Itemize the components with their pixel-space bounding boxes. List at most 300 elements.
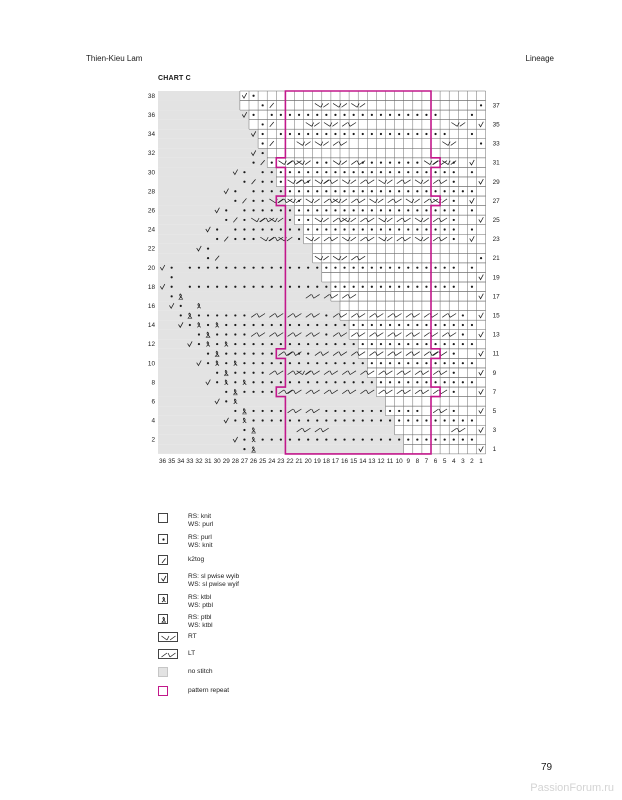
p-stitch-r14-c24 [271, 324, 273, 326]
p-stitch-r12-c30 [216, 343, 218, 345]
column-number-2: 2 [470, 457, 474, 465]
p-stitch-r37-c25 [262, 104, 264, 106]
legend-text [188, 668, 213, 676]
no-stitch-cell-row-3 [158, 425, 395, 435]
p-stitch-r10-c25 [262, 362, 264, 364]
p-stitch-r10-c9 [407, 362, 409, 364]
row-number-right-17: 17 [492, 293, 500, 301]
p-stitch-r8-c4 [453, 381, 455, 383]
cross-line [333, 161, 339, 165]
p-stitch-r14-c18 [325, 324, 327, 326]
sl-stitch-r9-c1 [479, 370, 484, 375]
p-stitch-r14-c23 [280, 324, 282, 326]
p-stitch-r7-c25 [262, 391, 264, 393]
p-stitch-r15-c32 [198, 314, 200, 316]
p-stitch-r10-c17 [334, 362, 336, 364]
row-number-left-16: 16 [147, 302, 155, 310]
p-stitch-r10-c18 [325, 362, 327, 364]
p-stitch-r20-c24 [271, 267, 273, 269]
cross-line [433, 180, 438, 184]
sl-stitch-r3-c1 [479, 427, 484, 432]
nostitch-icon [158, 667, 168, 677]
row-number-right-27: 27 [492, 197, 500, 205]
p-stitch-r18-c33 [189, 286, 191, 288]
cross-line [306, 123, 312, 127]
ktbl-glyph [162, 597, 166, 602]
p-stitch-r8-c28 [234, 381, 236, 383]
cross-line [359, 352, 365, 356]
cross-line [377, 333, 383, 337]
p-stitch-r14-c11 [389, 324, 391, 326]
p-stitch-r4-c6 [434, 419, 436, 421]
p-stitch-r31-c19 [316, 162, 318, 164]
p-stitch-r15-c3 [462, 314, 464, 316]
ktbl-icon [158, 594, 168, 604]
cross-line [315, 142, 321, 146]
column-number-4: 4 [451, 457, 456, 465]
cross-line [415, 180, 421, 184]
p-stitch-r20-c5 [444, 267, 446, 269]
p-stitch-r36-c15 [353, 114, 355, 116]
p-stitch-r4-c19 [316, 419, 318, 421]
column-number-6: 6 [433, 457, 438, 465]
cross-line [359, 256, 365, 260]
p-stitch-r28-c19 [316, 190, 318, 192]
p-stitch-r26-c8 [416, 209, 418, 211]
p-stitch-r26-c16 [343, 209, 345, 211]
legend-text [188, 614, 213, 630]
k2tog-icon [158, 555, 168, 565]
column-number-34: 34 [177, 457, 185, 465]
ptbl-glyph [162, 617, 166, 622]
p-stitch-r11-c20 [307, 353, 309, 355]
p-stitch-r26-c11 [389, 209, 391, 211]
p-stitch-r14-c9 [407, 324, 409, 326]
p-stitch-r14-c22 [289, 324, 291, 326]
column-number-9: 9 [406, 457, 411, 465]
column-number-33: 33 [186, 457, 194, 465]
p-stitch-r8-c10 [398, 381, 400, 383]
cross-line [387, 237, 392, 241]
p-stitch-r10-c12 [380, 362, 382, 364]
p-stitch-r15-c29 [225, 314, 227, 316]
p-stitch-r24-c12 [380, 228, 382, 230]
cross-line [333, 256, 339, 260]
sl-icon [158, 573, 168, 583]
no-stitch-cell-row-30 [158, 167, 276, 177]
cross-line [396, 333, 402, 337]
p-stitch-r26-c2 [471, 209, 473, 211]
p-stitch-r20-c22 [289, 267, 291, 269]
p-stitch-r10-c2 [471, 362, 473, 364]
p-stitch-r18-c28 [234, 286, 236, 288]
p-stitch-r14-c14 [362, 324, 364, 326]
p-stitch-r14-c13 [371, 324, 373, 326]
p-stitch-r2-c17 [334, 438, 336, 440]
legend-line: RT [188, 633, 197, 640]
cross-line [333, 142, 338, 146]
p-stitch-r23-c27 [243, 238, 245, 240]
p-stitch-r28-c2 [471, 190, 473, 192]
p-stitch-r25-c20 [307, 219, 309, 221]
cross-line [369, 333, 374, 337]
p-stitch-r2-c15 [353, 438, 355, 440]
cross-line [406, 352, 411, 356]
cross-line [359, 314, 365, 318]
p-stitch-r30-c25 [262, 171, 264, 173]
p-stitch-r5-c10 [398, 410, 400, 412]
cross-line [441, 352, 447, 356]
p-stitch-r29-c20 [307, 181, 309, 183]
p-stitch-r20-c14 [362, 267, 364, 269]
p-stitch-r14-c6 [434, 324, 436, 326]
p-stitch-r12-c28 [234, 343, 236, 345]
p-stitch-r18-c22 [289, 286, 291, 288]
p-stitch-r26-c19 [316, 209, 318, 211]
p-stitch-r10-c8 [416, 362, 418, 364]
p-stitch-r18-c2 [471, 286, 473, 288]
column-number-18: 18 [322, 457, 330, 465]
p-stitch-r7-c4 [453, 391, 455, 393]
row-number-left-8: 8 [151, 379, 155, 387]
page-number: 79 [541, 762, 553, 773]
column-number-11: 11 [386, 457, 394, 465]
p-stitch-r14-c7 [425, 324, 427, 326]
cross-line [387, 371, 393, 375]
no-stitch-cell-row-28 [158, 187, 285, 197]
p-stitch-r10-c13 [371, 362, 373, 364]
p-stitch-r30-c16 [343, 171, 345, 173]
cross-line [360, 180, 365, 184]
column-numbers [159, 458, 483, 465]
p-stitch-r2-c3 [462, 438, 464, 440]
cross-line [351, 161, 356, 165]
p-stitch-r12-c2 [471, 343, 473, 345]
cross-line [333, 103, 339, 107]
cross-line [423, 371, 429, 375]
cross-line [379, 218, 385, 222]
p-stitch-r20-c30 [216, 267, 218, 269]
p-stitch-r20-c29 [225, 267, 227, 269]
p-stitch-r20-c15 [353, 267, 355, 269]
legend-line: k2tog [188, 556, 205, 563]
sl-stitch-r23-c2 [470, 236, 475, 241]
p-stitch-r12-c3 [462, 343, 464, 345]
p-stitch-r4-c12 [380, 419, 382, 421]
cross-line [405, 371, 411, 375]
cross-line [369, 314, 374, 318]
knit-icon [158, 513, 168, 523]
p-stitch-r30-c15 [353, 171, 355, 173]
p-stitch-r28-c15 [353, 190, 355, 192]
cross-line [414, 333, 420, 337]
p-stitch-r5-c24 [271, 410, 273, 412]
row-number-left-26: 26 [147, 207, 155, 215]
no-stitch-cell-row-31 [158, 158, 267, 168]
cross-line [278, 161, 284, 165]
cross-line [368, 237, 374, 241]
p-stitch-r2-c22 [289, 438, 291, 440]
cross-line [350, 123, 356, 127]
purl-symbol [159, 535, 169, 545]
p-stitch-r2-c6 [434, 438, 436, 440]
cross-line [306, 199, 312, 203]
p-stitch-r28-c28 [234, 190, 236, 192]
row-number-left-2: 2 [151, 436, 155, 444]
cross-line [396, 199, 402, 203]
p-stitch-r15-c27 [243, 314, 245, 316]
p-stitch-r29-c23 [280, 181, 282, 183]
p-stitch-r24-c15 [353, 228, 355, 230]
nostitch-symbol [159, 668, 169, 678]
p-stitch-r36-c16 [343, 114, 345, 116]
p-stitch-r12-c26 [252, 343, 254, 345]
p-stitch-r20-c20 [307, 267, 309, 269]
cross-line [351, 256, 356, 260]
p-stitch-r4-c20 [307, 419, 309, 421]
no-stitch-cell-row-6 [158, 397, 386, 407]
p-stitch-r8-c23 [280, 381, 282, 383]
p-stitch-r26-c26 [252, 209, 254, 211]
p-stitch-r28-c7 [425, 190, 427, 192]
p-stitch-r14-c10 [398, 324, 400, 326]
cross-line [415, 218, 421, 222]
lt-glyph [168, 653, 170, 657]
row-number-right-7: 7 [492, 388, 497, 396]
cross-line [415, 237, 421, 241]
p-stitch-r18-c26 [252, 286, 254, 288]
p-stitch-r4-c9 [407, 419, 409, 421]
p-stitch-r24-c23 [280, 228, 282, 230]
p-stitch-r12-c18 [325, 343, 327, 345]
cross-line [432, 352, 438, 356]
p-stitch-r14-c8 [416, 324, 418, 326]
p-stitch-r18-c23 [280, 286, 282, 288]
p-stitch-r11-c28 [234, 353, 236, 355]
column-number-32: 32 [195, 457, 203, 465]
p-stitch-r34-c12 [380, 133, 382, 135]
no-stitch-cell-row-4 [158, 416, 395, 426]
cross-line [368, 218, 374, 222]
legend-line: no stitch [188, 668, 213, 675]
p-stitch-r10-c14 [362, 362, 364, 364]
sl-glyph [162, 576, 167, 581]
cross-line [405, 237, 411, 241]
p-stitch-r34-c2 [471, 133, 473, 135]
no-stitch-cell-row-22 [158, 244, 313, 254]
p-stitch-r24-c26 [252, 228, 254, 230]
no-stitch-cell-row-19 [158, 272, 322, 282]
p-stitch-r15-c18 [325, 314, 327, 316]
p-stitch-r30-c5 [444, 171, 446, 173]
p-stitch-r18-c35 [171, 286, 173, 288]
k2tog-glyph [162, 559, 166, 564]
p-stitch-r21-c31 [207, 257, 209, 259]
row-number-right-5: 5 [492, 408, 497, 416]
cross-line [406, 199, 412, 203]
column-number-35: 35 [168, 457, 176, 465]
row-number-left-30: 30 [147, 169, 155, 177]
p-stitch-r12-c8 [416, 343, 418, 345]
sl-stitch-r13-c1 [479, 332, 484, 337]
p-stitch-r14-c2 [471, 324, 473, 326]
p-stitch-r31-c10 [398, 162, 400, 164]
row-number-right-9: 9 [492, 369, 497, 377]
p-stitch-r34-c20 [307, 133, 309, 135]
p-stitch-r4-c14 [362, 419, 364, 421]
p-stitch-r5-c18 [325, 410, 327, 412]
cross-line [433, 218, 438, 222]
p-stitch-r34-c23 [280, 133, 282, 135]
p-stitch-r30-c24 [271, 171, 273, 173]
p-stitch-r10-c27 [243, 362, 245, 364]
p-stitch-r30-c13 [371, 171, 373, 173]
p-stitch-r12-c15 [353, 343, 355, 345]
lt-icon [158, 649, 178, 659]
p-stitch-r26-c5 [444, 209, 446, 211]
p-stitch-r36-c26 [252, 114, 254, 116]
cross-line [315, 256, 321, 260]
p-stitch-r8-c5 [444, 381, 446, 383]
p-stitch-r8-c21 [298, 381, 300, 383]
p-stitch-r25-c4 [453, 219, 455, 221]
p-stitch-r5-c13 [371, 410, 373, 412]
row-number-left-38: 38 [147, 92, 155, 100]
p-stitch-r28-c14 [362, 190, 364, 192]
cross-line [286, 199, 292, 203]
cross-line [323, 218, 328, 222]
p-stitch-r6-c29 [225, 400, 227, 402]
cross-line [288, 199, 294, 203]
p-stitch-r31-c26 [252, 162, 254, 164]
row-number-left-32: 32 [147, 150, 155, 158]
cross-line [333, 218, 338, 222]
p-stitch-r13-c27 [243, 333, 245, 335]
p-stitch-r26-c23 [280, 209, 282, 211]
p-stitch-r13-c29 [225, 333, 227, 335]
p-stitch-r5-c26 [252, 410, 254, 412]
no-stitch-cell-row-16 [158, 301, 340, 311]
p-stitch-r18-c5 [444, 286, 446, 288]
p-stitch-r18-c20 [307, 286, 309, 288]
p-stitch-r2-c5 [444, 438, 446, 440]
p-stitch-r20-c11 [389, 267, 391, 269]
p-stitch-r28-c24 [271, 190, 273, 192]
p-stitch-r24-c22 [289, 228, 291, 230]
column-number-7: 7 [424, 457, 429, 465]
column-number-20: 20 [304, 457, 312, 465]
cross-line [442, 314, 447, 318]
p-stitch-r10-c10 [398, 362, 400, 364]
p-stitch-r36-c17 [334, 114, 336, 116]
p-stitch-r4-c25 [262, 419, 264, 421]
p-stitch-r31-c13 [371, 162, 373, 164]
p-stitch-r12-c27 [243, 343, 245, 345]
cross-line [388, 352, 393, 356]
cross-line [359, 199, 365, 203]
p-stitch-r15-c34 [180, 314, 182, 316]
cross-line [379, 180, 385, 184]
cross-line [424, 199, 429, 203]
column-number-10: 10 [395, 457, 403, 465]
p-stitch-r20-c13 [371, 267, 373, 269]
p-stitch-r24-c25 [262, 228, 264, 230]
sl-stitch-r1-c1 [479, 446, 484, 451]
p-stitch-r30-c6 [434, 171, 436, 173]
row-number-left-20: 20 [147, 264, 155, 272]
p-stitch-r5-c14 [362, 410, 364, 412]
p-stitch-r24-c18 [325, 228, 327, 230]
cross-line [323, 103, 328, 107]
legend-line: WS: ktbl [188, 622, 213, 629]
p-stitch-r20-c8 [416, 267, 418, 269]
cross-line [332, 294, 338, 298]
p-stitch-r5-c28 [234, 410, 236, 412]
p-stitch-r5-c4 [453, 410, 455, 412]
p-stitch-r4-c18 [325, 419, 327, 421]
cross-line [423, 390, 429, 394]
p-stitch-r2-c16 [343, 438, 345, 440]
p-stitch-r34-c14 [362, 133, 364, 135]
cross-line [324, 180, 329, 184]
row-number-right-37: 37 [492, 102, 500, 110]
p-stitch-r34-c9 [407, 133, 409, 135]
cross-line [433, 161, 438, 165]
p-stitch-r18-c21 [298, 286, 300, 288]
cross-line [442, 333, 447, 337]
p-stitch-r13-c32 [198, 333, 200, 335]
cross-line [351, 103, 357, 107]
p-stitch-r20-c23 [280, 267, 282, 269]
p-stitch-r26-c25 [262, 209, 264, 211]
p-stitch-r36-c7 [425, 114, 427, 116]
p-stitch-r2-c14 [362, 438, 364, 440]
cross-line [378, 199, 383, 203]
cross-line [342, 237, 348, 241]
k2-stitch-r33-c24 [270, 141, 274, 146]
ktbl-symbol [159, 595, 169, 605]
p-stitch-r2-c21 [298, 438, 300, 440]
p-stitch-r2-c4 [453, 438, 455, 440]
p-stitch-r27-c26 [252, 200, 254, 202]
p-stitch-r25-c29 [225, 219, 227, 221]
p-stitch-r24-c9 [407, 228, 409, 230]
p-stitch-r18-c7 [425, 286, 427, 288]
cross-line [288, 180, 294, 184]
cross-line [351, 199, 356, 203]
cross-line [397, 390, 402, 394]
p-stitch-r12-c7 [425, 343, 427, 345]
p-stitch-r29-c25 [262, 181, 264, 183]
p-stitch-r18-c8 [416, 286, 418, 288]
no-stitch-cell-row-32 [158, 148, 267, 158]
cross-line [333, 199, 339, 203]
p-stitch-r5-c25 [262, 410, 264, 412]
p-stitch-r26-c15 [353, 209, 355, 211]
column-number-14: 14 [359, 457, 367, 465]
p-stitch-r8-c8 [416, 381, 418, 383]
p-stitch-r12-c10 [398, 343, 400, 345]
p-stitch-r31-c9 [407, 162, 409, 164]
p-stitch-r24-c16 [343, 228, 345, 230]
row-number-left-36: 36 [147, 111, 155, 119]
p-stitch-r7-c29 [225, 391, 227, 393]
cross-line [442, 142, 448, 146]
cross-line [441, 237, 447, 241]
p-stitch-r31-c11 [389, 162, 391, 164]
p-stitch-r10-c26 [252, 362, 254, 364]
cross-line [377, 314, 383, 318]
